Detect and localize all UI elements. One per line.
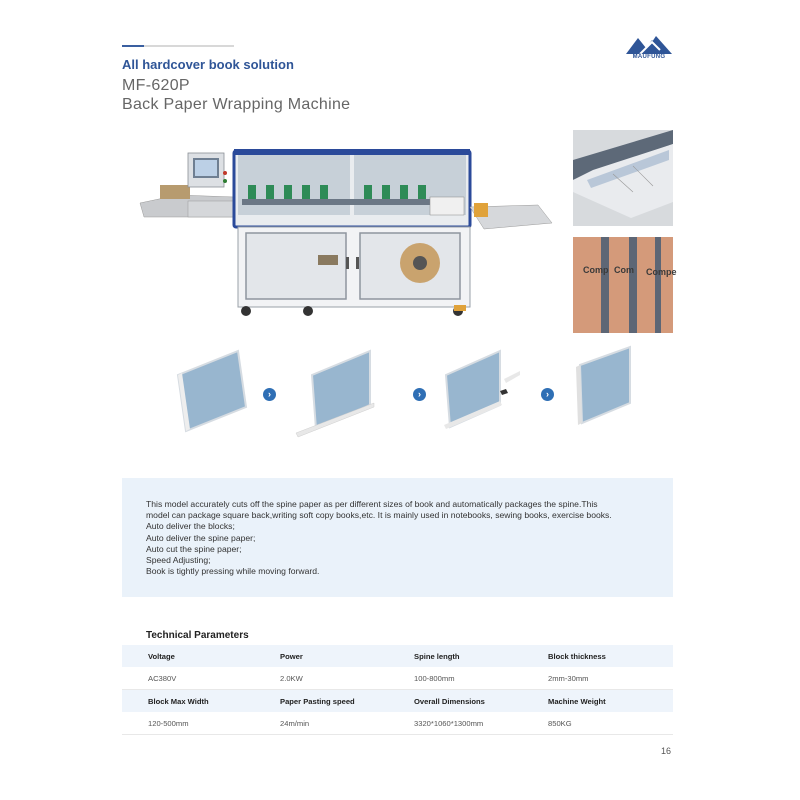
maufung-logo — [622, 30, 676, 66]
header-accent-rule — [122, 45, 144, 47]
param-value: 2mm-30mm — [548, 674, 589, 683]
next-step-arrow-icon: › — [263, 388, 276, 401]
model-number: MF-620P — [122, 77, 190, 94]
feature-line: Auto cut the spine paper; — [146, 543, 242, 554]
section-subtitle: All hardcover book solution — [122, 57, 294, 72]
feature-line: Speed Adjusting; — [146, 555, 211, 566]
description-line: model can package square back,writing soft copy books,etc. It is mainly used in notebooks, sewing books, exercise books. — [146, 510, 612, 521]
next-step-arrow-icon: › — [413, 388, 426, 401]
param-label: Block thickness — [548, 652, 606, 661]
step-spine-paper-cut — [440, 345, 520, 435]
step-spine-wrapped-book — [570, 345, 650, 435]
param-value: 3320*1060*1300mm — [414, 719, 484, 728]
feature-line: Book is tightly pressing while moving forward. — [146, 566, 320, 577]
param-label: Spine length — [414, 652, 460, 661]
table-header-row — [122, 690, 673, 712]
step-block-with-spine-paper — [294, 345, 374, 435]
param-label: Machine Weight — [548, 697, 606, 706]
spine-paper-closeup-photo — [573, 130, 673, 226]
param-label: Block Max Width — [148, 697, 209, 706]
param-value: AC380V — [148, 674, 177, 683]
table-value-row — [122, 712, 673, 735]
sample-book-text-2: Com — [614, 265, 634, 275]
param-value: 850KG — [548, 719, 572, 728]
description-text — [146, 499, 661, 577]
param-value: 2.0KW — [280, 674, 303, 683]
param-label: Voltage — [148, 652, 175, 661]
page-number: 16 — [661, 746, 672, 756]
param-label: Overall Dimensions — [414, 697, 485, 706]
logo-wordmark: MAUFUNG — [632, 54, 666, 60]
feature-line: Auto deliver the blocks; — [146, 521, 235, 532]
param-value: 100-800mm — [414, 674, 455, 683]
param-value: 120-500mm — [148, 719, 189, 728]
param-label: Paper Pasting speed — [280, 697, 355, 706]
sample-book-text-1: Comp — [583, 265, 609, 275]
table-header-row — [122, 645, 673, 667]
parameters-title: Technical Parameters — [146, 630, 249, 641]
feature-line: Auto deliver the spine paper; — [146, 532, 256, 543]
header-rule — [144, 45, 234, 47]
table-value-row — [122, 667, 673, 690]
next-step-arrow-icon: › — [541, 388, 554, 401]
product-name: Back Paper Wrapping Machine — [122, 96, 351, 113]
param-value: 24m/min — [280, 719, 310, 728]
description-line: This model accurately cuts off the spine paper as per different sizes of book and automatically packages the spine.This — [146, 499, 598, 509]
machine-image — [138, 145, 556, 323]
param-label: Power — [280, 652, 303, 661]
wrapped-spine-samples-photo — [573, 237, 677, 333]
step-book-block — [174, 345, 254, 435]
sample-book-text-3: Compe — [646, 267, 677, 277]
